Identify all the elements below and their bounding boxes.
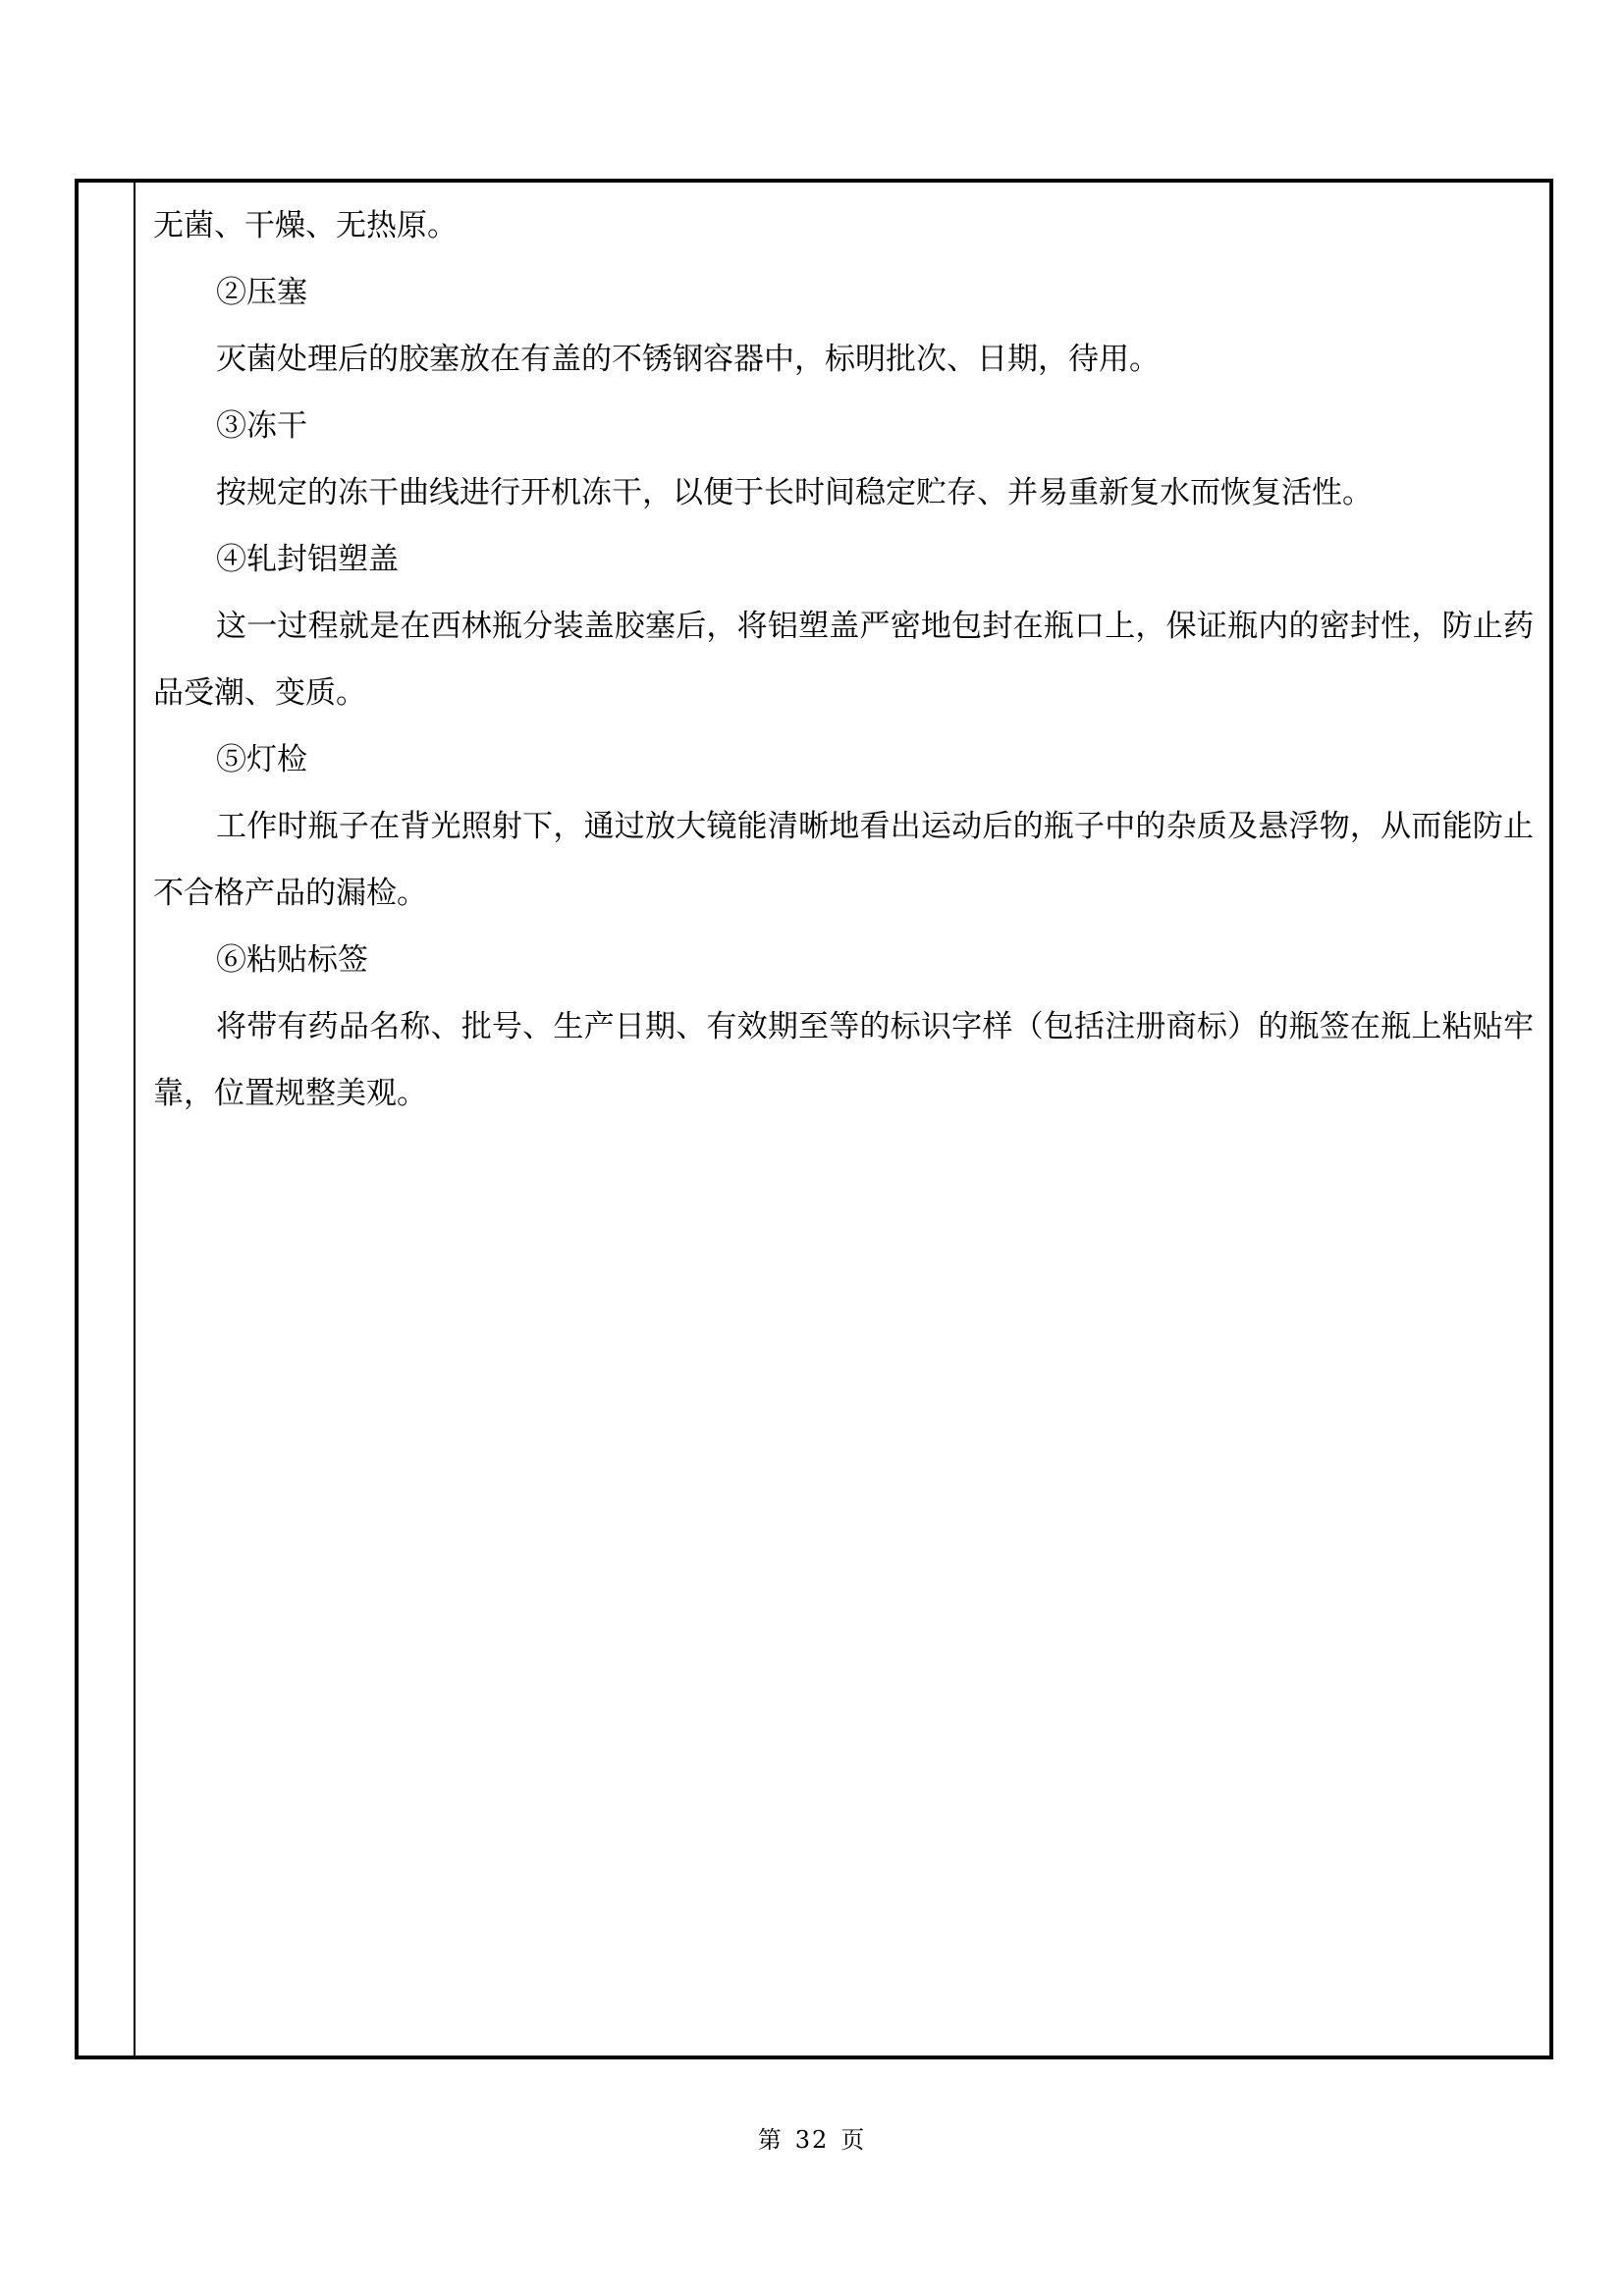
- page-number: 32: [794, 2126, 830, 2154]
- page-footer: [0, 2120, 1624, 2155]
- paragraph: 按规定的冻干曲线进行开机冻干，以便于长时间稳定贮存、并易重新复水而恢复活性。: [216, 475, 1373, 510]
- document-table-frame: [75, 179, 1553, 2059]
- left-label-column: [79, 183, 135, 2056]
- document-body: [153, 192, 1534, 1127]
- page-suffix: 页: [840, 2126, 867, 2154]
- section-heading: ⑥粘贴标签: [216, 942, 368, 978]
- section-heading: ④轧封铝塑盖: [216, 542, 399, 577]
- section-heading: ⑤灯检: [216, 742, 307, 777]
- paragraph: 将带有药品名称、批号、生产日期、有效期至等的标识字样（包括注册商标）的瓶签在瓶上粘贴牢靠，位置规整美观。: [153, 1009, 1534, 1111]
- section-heading: ③冻干: [216, 408, 307, 444]
- paragraph: 无菌、干燥、无热原。: [153, 208, 458, 243]
- paragraph: 工作时瓶子在背光照射下，通过放大镜能清晰地看出运动后的瓶子中的杂质及悬浮物，从而能防止不合格产品的漏检。: [153, 809, 1534, 911]
- paragraph: 这一过程就是在西林瓶分装盖胶塞后，将铝塑盖严密地包封在瓶口上，保证瓶内的密封性，防止药品受潮、变质。: [153, 609, 1534, 711]
- section-heading: ②压塞: [216, 275, 307, 310]
- paragraph: 灭菌处理后的胶塞放在有盖的不锈钢容器中，标明批次、日期，待用。: [216, 342, 1160, 377]
- page-prefix: 第: [757, 2126, 784, 2154]
